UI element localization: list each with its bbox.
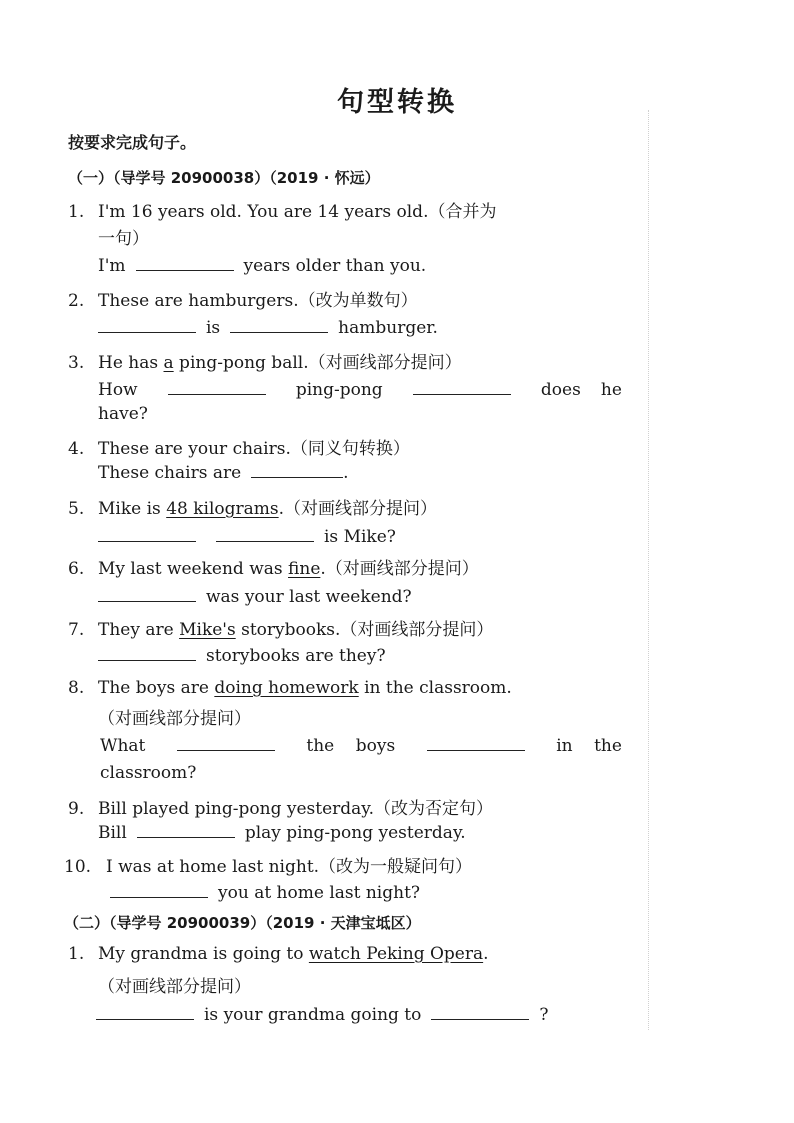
question-9: 9. Bill played ping-pong yesterday.（改为否定句） [68,799,494,819]
answer-6: was your last weekend? [98,587,412,607]
answer-4: These chairs are . [98,463,349,483]
blank-field[interactable] [413,380,511,395]
blank-field[interactable] [110,883,208,898]
question-1-cont: 一句） [98,229,149,249]
blank-field[interactable] [136,256,234,271]
answer-1: I'm years older than you. [98,256,427,276]
blank-field[interactable] [431,1005,529,1020]
answer-s2-1: is your grandma going to ? [96,1005,549,1025]
blank-field[interactable] [427,736,525,751]
question-3: 3. He has a ping-pong ball.（对画线部分提问） [68,353,462,373]
page-title: 句型转换 [337,87,457,118]
question-1: 1. I'm 16 years old. You are 14 years old.（合并为 [68,202,497,222]
question-4: 4. These are your chairs.（同义句转换） [68,439,410,459]
blank-field[interactable] [251,463,343,478]
question-2: 2. These are hamburgers.（改为单数句） [68,291,418,311]
blank-field[interactable] [98,587,196,602]
blank-field[interactable] [98,527,196,542]
answer-8: What the boys in the [100,736,622,756]
section-header-1: （一）（导学号 20900038）（2019 · 怀远） [68,169,380,187]
section-header-2: （二）（导学号 20900039）（2019 · 天津宝坻区） [64,914,421,932]
blank-field[interactable] [98,318,196,333]
question-5: 5. Mike is 48 kilograms.（对画线部分提问） [68,499,438,519]
answer-3: How ping-pong does he [98,380,622,400]
blank-field[interactable] [168,380,266,395]
answer-7: storybooks are they? [98,646,386,666]
instruction: 按要求完成句子。 [68,133,197,152]
blank-field[interactable] [98,646,196,661]
blank-field[interactable] [96,1005,194,1020]
question-6: 6. My last weekend was fine.（对画线部分提问） [68,559,479,579]
question-8: 8. The boys are doing homework in the classroom. [68,678,512,698]
question-7: 7. They are Mike's storybooks.（对画线部分提问） [68,620,494,640]
answer-3-cont: have? [98,404,148,424]
blank-field[interactable] [177,736,275,751]
answer-8-cont: classroom? [100,763,197,783]
question-s2-1: 1. My grandma is going to watch Peking Opera. [68,944,489,964]
answer-9: Bill play ping-pong yesterday. [98,823,466,843]
blank-field[interactable] [137,823,235,838]
answer-5: is Mike? [98,527,396,547]
blank-field[interactable] [216,527,314,542]
question-8-cont: （对画线部分提问） [98,709,251,729]
question-10: 10. I was at home last night.（改为一般疑问句） [64,857,473,877]
answer-10: you at home last night? [110,883,420,903]
question-s2-1-cont: （对画线部分提问） [98,977,251,997]
margin-rule [648,110,649,1030]
answer-2: is hamburger. [98,318,438,338]
blank-field[interactable] [230,318,328,333]
